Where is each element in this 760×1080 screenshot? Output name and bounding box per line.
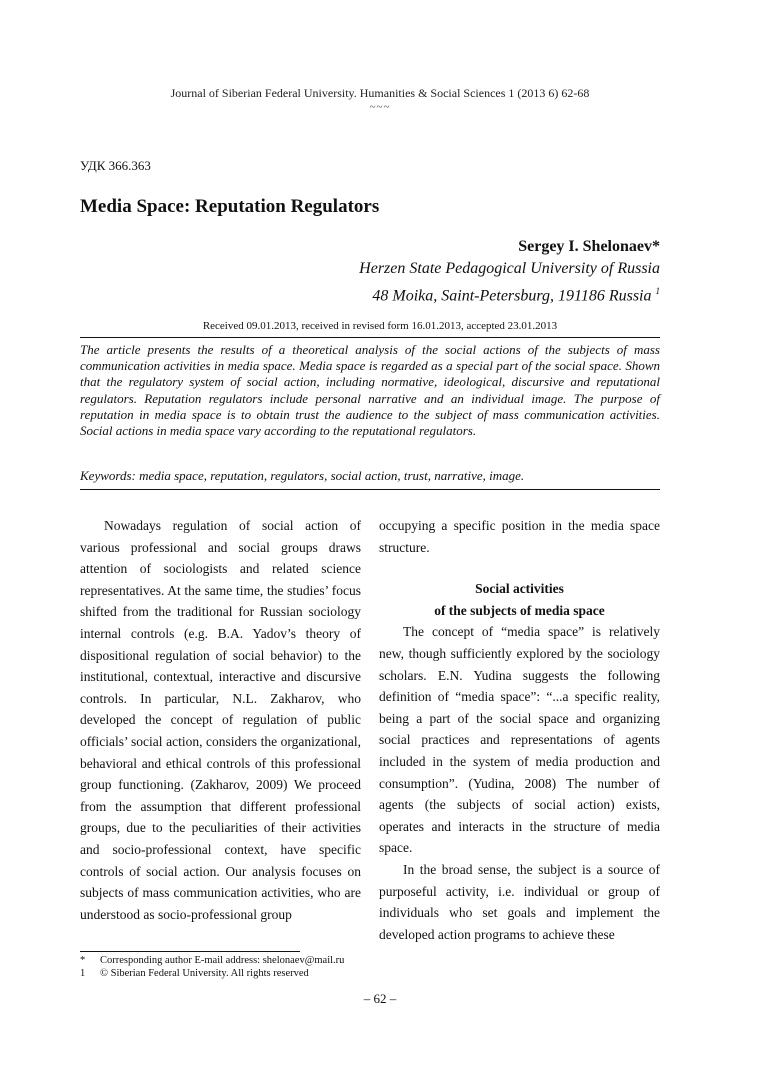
footnote-mark: 1 [80, 968, 86, 979]
abstract: The article presents the results of a theoretical analysis of the social actions of the subjects of mass communication activities in media space. Media space is regarded as a special part of the social space. Shown that the regulatory system of social action, including normative, ideological, discursive and reputational regulators. Reputation regulators include personal narrative and an individual image. The purpose of reputation in media space is to obtain trust the audience to the subject of mass communication activities. Social actions in media space vary according to the reputational regulators. [80, 342, 660, 439]
footnote-mark: * [80, 955, 86, 966]
body-paragraph: The concept of “media space” is relatively new, though sufficiently explored by the sociology scholars. E.N. Yudina suggests the following definition of “media space”: “...a specific reality, being a part of the social space and organizing social practices and representations of agents included in the system of media production and consumption”. (Yudina, 2008) The number of agents (the subjects of social action) exists, operates and interacts in the structure of media space. [379, 624, 660, 856]
footnote-text: © Siberian Federal University. All rights reserved [100, 968, 309, 979]
abstract-bottom-rule [80, 489, 660, 490]
address-footnote-mark: 1 [655, 286, 660, 296]
body-paragraph-continued: occupying a specific position in the media space structure. [379, 518, 660, 555]
header-separator: ~~~ [369, 101, 391, 113]
received-dates: Received 09.01.2013, received in revised form 16.01.2013, accepted 23.01.2013 [202, 320, 558, 332]
journal-header: Journal of Siberian Federal University. Humanities & Social Sciences 1 (2013 6) 62-68 [170, 86, 590, 100]
body-column-right [379, 515, 660, 945]
footnote-rule [80, 951, 300, 952]
author-address-line [359, 280, 660, 307]
author-name: Sergey I. Shelonaev* [518, 238, 660, 255]
section-gap [379, 558, 660, 578]
footnote-corresponding-author [80, 954, 344, 967]
body-paragraph: In the broad sense, the subject is a source of purposeful activity, i.e. individual or group of individuals who set goals and implement the developed action programs to achieve these [379, 861, 660, 942]
footnote-text: Corresponding author E-mail address: shelonaev@mail.ru [100, 955, 345, 966]
page-number: – 62 – [363, 991, 397, 1006]
keywords: Keywords: media space, reputation, regulators, social action, trust, narrative, image. [80, 468, 525, 483]
section-heading-line-1: Social activities [475, 581, 564, 597]
author-block [359, 236, 660, 307]
article-title: Media Space: Reputation Regulators [80, 196, 380, 217]
body-column-left [80, 515, 361, 925]
body-paragraph: Nowadays regulation of social action of various professional and social groups draws attention of sociologists and related science representatives. At the same time, the studies’ focus shifted from the traditional for Russian sociology internal controls (e.g. B.A. Yadov’s theory of dispositional regulation of social behavior) to the institutional, contextual, interactive and discursive controls. In particular, N.L. Zakharov, who developed the concept of regulation of public officials’ social action, considers the organizational, behavioral and ethical controls of this professional group functioning. (Zakharov, 2009) We proceed from the assumption that different professional groups, due to the peculiarities of their activities and socio-professional context, have specific controls of social action. Our analysis focuses on subjects of mass communication activities, who are understood as socio-professional group [80, 518, 361, 922]
author-address: 48 Moika, Saint-Petersburg, 191186 Russia [372, 287, 652, 305]
section-heading-line-2: of the subjects of media space [434, 602, 605, 618]
author-affiliation: Herzen State Pedagogical University of Russia [359, 260, 660, 277]
abstract-top-rule [80, 337, 660, 338]
footnote-copyright [80, 967, 309, 980]
udk-code: УДК 366.363 [80, 158, 151, 173]
